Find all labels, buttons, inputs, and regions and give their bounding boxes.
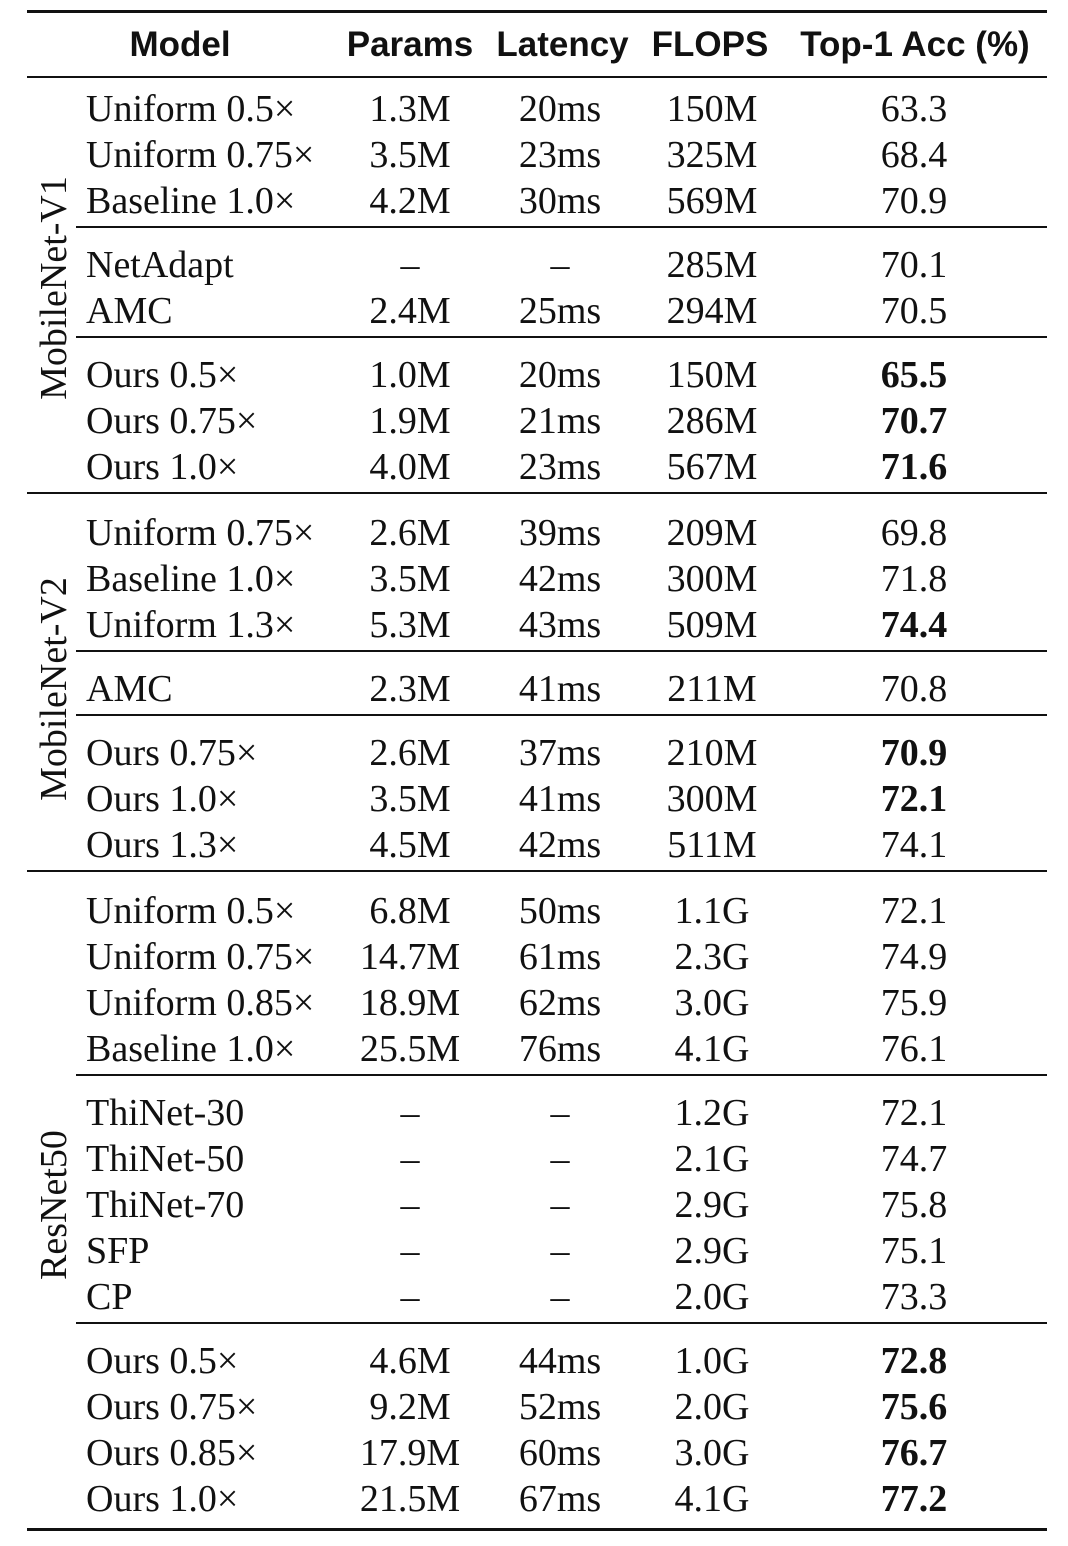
cell-latency: – xyxy=(550,1276,570,1318)
cell-latency: 62ms xyxy=(518,982,602,1024)
cell-flops: 150M xyxy=(666,354,758,396)
cell-latency: 41ms xyxy=(518,778,602,820)
cell-latency: 42ms xyxy=(518,558,602,600)
cell-top1-acc: 73.3 xyxy=(880,1276,948,1318)
cell-params: 2.3M xyxy=(369,668,451,710)
table-row xyxy=(0,1090,1068,1136)
table-row xyxy=(0,980,1068,1026)
cell-top1-acc: 75.1 xyxy=(880,1230,948,1272)
cell-latency: 41ms xyxy=(518,668,602,710)
cell-latency: 25ms xyxy=(518,290,602,332)
cell-top1-acc: 77.2 xyxy=(880,1478,948,1520)
table-row xyxy=(0,398,1068,444)
cell-model: Uniform 0.5× xyxy=(86,88,296,130)
table-row xyxy=(0,888,1068,934)
cell-latency: – xyxy=(550,1184,570,1226)
cell-latency: 61ms xyxy=(518,936,602,978)
cell-top1-acc: 70.1 xyxy=(880,244,948,286)
cell-model: Ours 0.75× xyxy=(86,1386,258,1428)
cell-flops: 567M xyxy=(666,446,758,488)
table-row xyxy=(0,1338,1068,1384)
group-label: ResNet50 xyxy=(33,1130,75,1280)
table-row xyxy=(0,666,1068,712)
cell-flops: 3.0G xyxy=(674,1432,750,1474)
cell-top1-acc: 76.1 xyxy=(880,1028,948,1070)
cell-model: Uniform 0.75× xyxy=(86,134,315,176)
cell-model: Uniform 0.75× xyxy=(86,512,315,554)
cell-latency: – xyxy=(550,244,570,286)
cell-top1-acc: 72.1 xyxy=(880,778,948,820)
cell-flops: 2.9G xyxy=(674,1230,750,1272)
table-row xyxy=(0,934,1068,980)
cell-latency: 50ms xyxy=(518,890,602,932)
cell-flops: 2.0G xyxy=(674,1276,750,1318)
bottom-rule xyxy=(27,1528,1047,1531)
cell-flops: 509M xyxy=(666,604,758,646)
cell-latency: – xyxy=(550,1138,570,1180)
cell-flops: 4.1G xyxy=(674,1478,750,1520)
cell-model: Ours 1.0× xyxy=(86,446,239,488)
cell-flops: 1.2G xyxy=(674,1092,750,1134)
cell-latency: 20ms xyxy=(518,88,602,130)
cell-top1-acc: 75.6 xyxy=(880,1386,948,1428)
cell-model: SFP xyxy=(86,1230,150,1272)
table-row xyxy=(0,1182,1068,1228)
cell-latency: 23ms xyxy=(518,446,602,488)
table-row xyxy=(0,1384,1068,1430)
group-label: MobileNet-V1 xyxy=(33,176,75,400)
cell-params: 21.5M xyxy=(359,1478,461,1520)
cell-params: 1.0M xyxy=(369,354,451,396)
table-row xyxy=(0,510,1068,556)
table-row xyxy=(0,288,1068,334)
cell-latency: 42ms xyxy=(518,824,602,866)
cell-params: – xyxy=(400,1230,420,1272)
group-divider xyxy=(27,870,1047,872)
table-header xyxy=(0,22,1068,68)
cell-top1-acc: 70.8 xyxy=(880,668,948,710)
block-divider xyxy=(76,714,1047,716)
cell-model: Uniform 1.3× xyxy=(86,604,296,646)
cell-model: NetAdapt xyxy=(86,244,234,286)
cell-params: – xyxy=(400,1184,420,1226)
cell-flops: 150M xyxy=(666,88,758,130)
table-row xyxy=(0,822,1068,868)
cell-model: Ours 0.5× xyxy=(86,354,239,396)
cell-top1-acc: 74.1 xyxy=(880,824,948,866)
cell-model: Baseline 1.0× xyxy=(86,180,296,222)
cell-latency: 21ms xyxy=(518,400,602,442)
cell-top1-acc: 72.1 xyxy=(880,1092,948,1134)
cell-flops: 325M xyxy=(666,134,758,176)
cell-top1-acc: 71.8 xyxy=(880,558,948,600)
cell-params: 14.7M xyxy=(359,936,461,978)
cell-latency: 37ms xyxy=(518,732,602,774)
cell-params: 2.6M xyxy=(369,512,451,554)
cell-flops: 209M xyxy=(666,512,758,554)
cell-model: Baseline 1.0× xyxy=(86,558,296,600)
cell-params: – xyxy=(400,244,420,286)
cell-params: 5.3M xyxy=(369,604,451,646)
cell-top1-acc: 74.7 xyxy=(880,1138,948,1180)
cell-model: Uniform 0.5× xyxy=(86,890,296,932)
cell-flops: 1.1G xyxy=(674,890,750,932)
block-divider xyxy=(76,1074,1047,1076)
cell-params: 4.2M xyxy=(369,180,451,222)
cell-params: 2.4M xyxy=(369,290,451,332)
cell-flops: 294M xyxy=(666,290,758,332)
cell-top1-acc: 75.8 xyxy=(880,1184,948,1226)
table-row xyxy=(0,1430,1068,1476)
table-row xyxy=(0,556,1068,602)
table-row xyxy=(0,1136,1068,1182)
cell-params: 6.8M xyxy=(369,890,451,932)
cell-top1-acc: 72.1 xyxy=(880,890,948,932)
cell-latency: 30ms xyxy=(518,180,602,222)
cell-top1-acc: 76.7 xyxy=(880,1432,948,1474)
cell-model: Uniform 0.75× xyxy=(86,936,315,978)
table-row xyxy=(0,444,1068,490)
cell-top1-acc: 72.8 xyxy=(880,1340,948,1382)
cell-model: Ours 1.3× xyxy=(86,824,239,866)
header-latency: Latency xyxy=(496,25,629,64)
cell-top1-acc: 74.4 xyxy=(880,604,948,646)
table-row xyxy=(0,178,1068,224)
cell-model: ThiNet-70 xyxy=(86,1184,245,1226)
cell-latency: 23ms xyxy=(518,134,602,176)
cell-flops: 2.3G xyxy=(674,936,750,978)
cell-top1-acc: 75.9 xyxy=(880,982,948,1024)
cell-latency: 20ms xyxy=(518,354,602,396)
cell-params: 4.0M xyxy=(369,446,451,488)
block-divider xyxy=(76,226,1047,228)
table-row xyxy=(0,242,1068,288)
cell-params: 17.9M xyxy=(359,1432,461,1474)
header-flops: FLOPS xyxy=(651,25,769,64)
cell-top1-acc: 63.3 xyxy=(880,88,948,130)
cell-flops: 300M xyxy=(666,558,758,600)
cell-model: Baseline 1.0× xyxy=(86,1028,296,1070)
table-row xyxy=(0,602,1068,648)
cell-latency: 44ms xyxy=(518,1340,602,1382)
header-params: Params xyxy=(346,25,474,64)
cell-latency: 76ms xyxy=(518,1028,602,1070)
header-rule xyxy=(27,76,1047,78)
cell-flops: 2.0G xyxy=(674,1386,750,1428)
cell-latency: 52ms xyxy=(518,1386,602,1428)
cell-model: CP xyxy=(86,1276,133,1318)
cell-model: Ours 0.75× xyxy=(86,400,258,442)
cell-params: 4.6M xyxy=(369,1340,451,1382)
cell-latency: 60ms xyxy=(518,1432,602,1474)
cell-flops: 285M xyxy=(666,244,758,286)
cell-model: Ours 1.0× xyxy=(86,1478,239,1520)
cell-flops: 211M xyxy=(667,668,757,710)
cell-flops: 210M xyxy=(666,732,758,774)
cell-latency: 67ms xyxy=(518,1478,602,1520)
top-rule xyxy=(27,10,1047,13)
cell-params: 2.6M xyxy=(369,732,451,774)
cell-latency: 39ms xyxy=(518,512,602,554)
table-row xyxy=(0,86,1068,132)
cell-model: Uniform 0.85× xyxy=(86,982,315,1024)
table-row xyxy=(0,1228,1068,1274)
cell-params: 3.5M xyxy=(369,134,451,176)
cell-flops: 4.1G xyxy=(674,1028,750,1070)
cell-top1-acc: 69.8 xyxy=(880,512,948,554)
cell-latency: – xyxy=(550,1092,570,1134)
table-row xyxy=(0,1026,1068,1072)
cell-flops: 286M xyxy=(666,400,758,442)
cell-params: – xyxy=(400,1276,420,1318)
cell-latency: 43ms xyxy=(518,604,602,646)
cell-params: 3.5M xyxy=(369,558,451,600)
cell-model: AMC xyxy=(86,668,173,710)
cell-top1-acc: 68.4 xyxy=(880,134,948,176)
cell-top1-acc: 70.7 xyxy=(880,400,948,442)
table-row xyxy=(0,730,1068,776)
cell-flops: 511M xyxy=(667,824,757,866)
cell-model: ThiNet-50 xyxy=(86,1138,245,1180)
cell-top1-acc: 71.6 xyxy=(880,446,948,488)
block-divider xyxy=(76,650,1047,652)
cell-flops: 2.9G xyxy=(674,1184,750,1226)
block-divider xyxy=(76,336,1047,338)
cell-params: 3.5M xyxy=(369,778,451,820)
cell-params: 1.9M xyxy=(369,400,451,442)
table-row xyxy=(0,352,1068,398)
cell-model: ThiNet-30 xyxy=(86,1092,245,1134)
table-row xyxy=(0,132,1068,178)
cell-flops: 300M xyxy=(666,778,758,820)
header-model: Model xyxy=(129,25,231,64)
cell-params: 9.2M xyxy=(369,1386,451,1428)
cell-model: Ours 0.5× xyxy=(86,1340,239,1382)
cell-params: 4.5M xyxy=(369,824,451,866)
cell-flops: 3.0G xyxy=(674,982,750,1024)
cell-top1-acc: 74.9 xyxy=(880,936,948,978)
cell-params: 18.9M xyxy=(359,982,461,1024)
block-divider xyxy=(76,1322,1047,1324)
cell-top1-acc: 70.9 xyxy=(880,732,948,774)
group-divider xyxy=(27,492,1047,494)
cell-model: Ours 1.0× xyxy=(86,778,239,820)
cell-flops: 569M xyxy=(666,180,758,222)
table-row xyxy=(0,776,1068,822)
cell-flops: 1.0G xyxy=(674,1340,750,1382)
cell-model: Ours 0.75× xyxy=(86,732,258,774)
cell-params: – xyxy=(400,1092,420,1134)
table-row xyxy=(0,1476,1068,1522)
cell-flops: 2.1G xyxy=(674,1138,750,1180)
cell-model: Ours 0.85× xyxy=(86,1432,258,1474)
cell-model: AMC xyxy=(86,290,173,332)
table-row xyxy=(0,1274,1068,1320)
cell-top1-acc: 70.9 xyxy=(880,180,948,222)
cell-params: 25.5M xyxy=(359,1028,461,1070)
cell-latency: – xyxy=(550,1230,570,1272)
cell-params: – xyxy=(400,1138,420,1180)
cell-top1-acc: 65.5 xyxy=(880,354,948,396)
cell-params: 1.3M xyxy=(369,88,451,130)
header-top1-acc: Top-1 Acc (%) xyxy=(800,25,1030,64)
group-label: MobileNet-V2 xyxy=(33,577,75,801)
cell-top1-acc: 70.5 xyxy=(880,290,948,332)
